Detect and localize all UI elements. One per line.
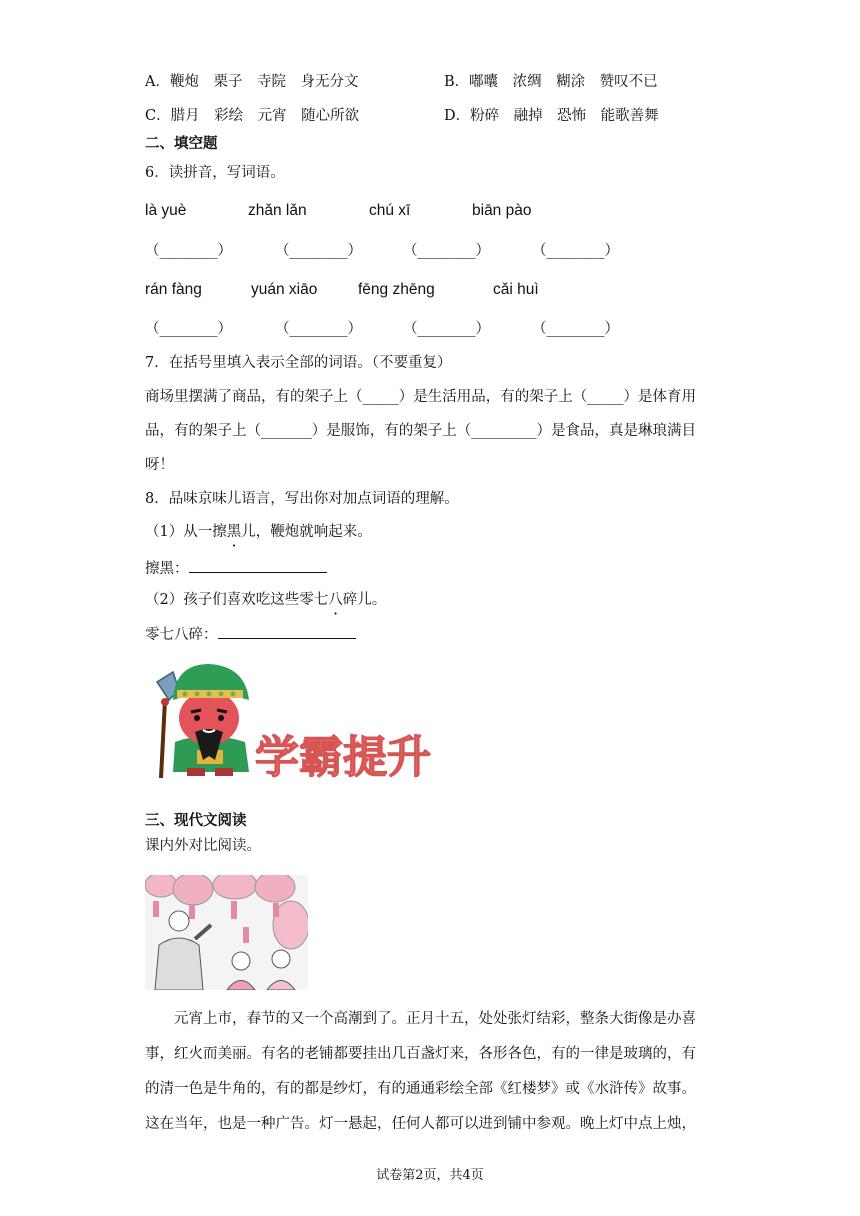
answer-blank[interactable]: （________） [275, 243, 362, 259]
passage-line-1: 元宵上市，春节的又一个高潮到了。正月十五，处处张灯结彩，整条大街像是办喜 [145, 1011, 696, 1027]
answer-label: 擦黑： [145, 561, 189, 577]
pinyin-3: chú xī [369, 202, 411, 219]
passage-line-4: 这在当年，也是一种广告。灯一悬起，任何人都可以进到铺中参观。晚上灯中点上烛， [145, 1116, 696, 1132]
pinyin-2: zhǎn lǎn [248, 202, 307, 219]
sentence-text: 。 [371, 592, 387, 608]
dotted-phrase: 擦黑儿 [212, 524, 256, 540]
answer-label: 零七八碎： [145, 627, 218, 643]
answer-line-1 [145, 558, 327, 579]
pinyin-7: fēng zhēng [358, 281, 435, 298]
question-7-title: 7．在括号里填入表示全部的词语。（不要重复） [145, 355, 452, 371]
option-d: D．粉碎 融掉 恐怖 能歌善舞 [444, 108, 659, 124]
answer-underline[interactable] [189, 558, 327, 573]
pinyin-5: rán fàng [145, 281, 202, 298]
question-7-line-1: 商场里摆满了商品，有的架子上（_____）是生活用品，有的架子上（_____）是体育用 [145, 389, 696, 405]
option-c: C．腊月 彩绘 元宵 随心所欲 [145, 108, 360, 124]
reading-intro: 课内外对比阅读。 [145, 838, 261, 854]
lantern-illustration [145, 875, 308, 990]
answer-blank[interactable]: （________） [145, 321, 232, 337]
question-8-sentence-2 [145, 590, 386, 610]
section-heading-reading: 三、现代文阅读 [145, 812, 247, 829]
banner-title: 学霸提升 [255, 732, 431, 783]
sentence-text: ，鞭炮就响起来。 [255, 524, 372, 540]
answer-underline[interactable] [218, 624, 356, 639]
xueba-banner [145, 660, 465, 785]
passage-line-2: 事，红火而美丽。有名的老铺都要挂出几百盏灯来，各形各色，有的一律是玻璃的，有 [145, 1046, 696, 1062]
option-b: B．嘟囔 浓绸 糊涂 赞叹不已 [444, 74, 658, 90]
dotted-phrase: 零七八碎儿 · [299, 592, 372, 608]
answer-blank[interactable]: （________） [532, 321, 619, 337]
question-8-title: 8．品味京味儿语言，写出你对加点词语的理解。 [145, 491, 459, 507]
answer-blank[interactable]: （________） [403, 243, 490, 259]
answer-blank[interactable]: （________） [275, 321, 362, 337]
question-6-title: 6．读拼音，写词语。 [145, 165, 285, 181]
pinyin-6: yuán xiāo [251, 281, 318, 298]
section-heading-fill-blank: 二、填空题 [145, 135, 218, 152]
option-a: A．鞭炮 栗子 寺院 身无分文 [145, 74, 359, 90]
question-8-sentence-1 [145, 522, 372, 542]
pinyin-4: biān pào [472, 202, 532, 219]
character-icon [173, 664, 249, 776]
pinyin-1: là yuè [145, 202, 187, 219]
answer-line-2 [145, 624, 356, 645]
question-7-line-3: 呀！ [145, 457, 174, 473]
pinyin-8: cǎi huì [493, 281, 539, 298]
answer-blank[interactable]: （________） [145, 243, 232, 259]
answer-blank[interactable]: （________） [403, 321, 490, 337]
answer-blank[interactable]: （________） [532, 243, 619, 259]
question-7-line-2: 品，有的架子上（_______）是服饰，有的架子上（_________）是食品，真是琳琅满目 [145, 423, 696, 439]
passage-line-3: 的清一色是牛角的，有的都是纱灯，有的通通彩绘全部《红楼梦》或《水浒传》故事。 [145, 1081, 696, 1097]
sentence-text: （2）孩子们喜欢吃这些 [145, 592, 300, 608]
page-footer: 试卷第2页，共4页 [376, 1168, 484, 1183]
sentence-text: （1）从一 [145, 524, 213, 540]
